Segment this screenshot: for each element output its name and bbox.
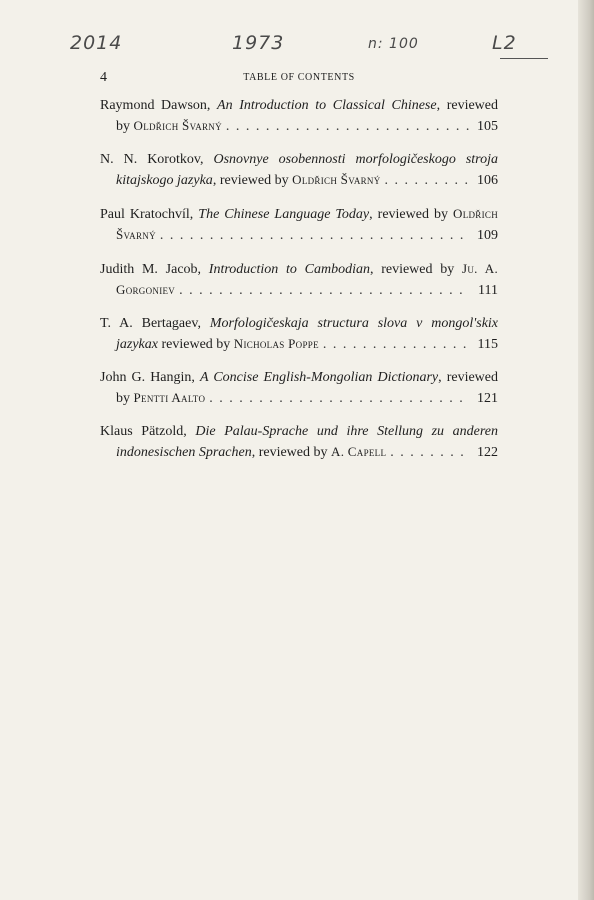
entry-reviewer: A. Capell xyxy=(331,444,387,459)
entry-page-number: 122 xyxy=(477,445,498,460)
entry-author: N. N. Korotkov, xyxy=(100,152,204,167)
entry-author: T. A. Bertagaev, xyxy=(100,316,201,331)
entry-author: Klaus Pätzold, xyxy=(100,424,187,439)
entry-title: Osnovnye osobennosti morfologičeskogo stroja xyxy=(213,152,498,167)
toc-entry xyxy=(100,204,498,246)
toc-entry xyxy=(100,259,498,301)
entry-after-title: , reviewed xyxy=(436,98,499,113)
toc-entry xyxy=(100,422,498,463)
entry-page-number: 111 xyxy=(478,283,498,298)
entry-title: An Introduction to Classical Chinese xyxy=(217,98,437,113)
entry-title: Morfologičeskaja structura slova v mongol'skix xyxy=(209,316,499,331)
toc-entry xyxy=(100,368,498,409)
toc-entry-line xyxy=(100,96,498,116)
entry-reviewer-part1: Ju. A. xyxy=(462,261,499,276)
toc-entry-line xyxy=(100,442,498,463)
dot-leader xyxy=(390,443,470,463)
toc-entry-line xyxy=(100,204,498,225)
entry-prefix: reviewed by xyxy=(157,337,231,352)
toc-entry-line xyxy=(100,225,498,246)
entry-page-number: 115 xyxy=(477,337,498,352)
dot-leader xyxy=(226,117,470,137)
toc-entry-line xyxy=(100,280,498,301)
entry-reviewer-part2: Gorgoniev xyxy=(116,282,176,297)
dot-leader xyxy=(179,281,470,301)
entry-reviewer: Oldřich Švarný xyxy=(133,118,222,133)
entry-prefix: by xyxy=(116,119,130,134)
entry-title-continued: kitajskogo jazyka xyxy=(116,173,213,188)
toc-entry-line xyxy=(100,259,498,280)
toc-entry-line xyxy=(100,388,498,409)
handwritten-underline xyxy=(500,58,548,59)
entry-after-title: , reviewed by xyxy=(369,207,448,222)
entry-after-title: , reviewed xyxy=(438,370,498,385)
toc-entry-line xyxy=(100,116,498,137)
entry-author: Paul Kratochvíl, xyxy=(100,207,194,222)
entry-title: A Concise English-Mongolian Dictionary xyxy=(199,370,439,385)
running-title: TABLE OF CONTENTS xyxy=(243,72,355,83)
page-edge-shadow xyxy=(578,0,594,900)
entry-reviewer: Pentti Aalto xyxy=(133,390,206,405)
page-header xyxy=(100,70,498,88)
entry-page-number: 105 xyxy=(477,119,498,134)
handwritten-mark-2: 1973 xyxy=(232,32,285,54)
handwritten-mark-4: L2 xyxy=(492,32,517,54)
entry-page-number: 106 xyxy=(477,173,498,188)
entry-page-number: 121 xyxy=(477,391,498,406)
entry-title: The Chinese Language Today xyxy=(198,207,370,222)
toc-entry xyxy=(100,150,498,191)
entry-title-continued: indonesischen Sprachen xyxy=(116,445,252,460)
entry-prefix: , reviewed by xyxy=(251,445,328,460)
dot-leader xyxy=(385,171,470,191)
entry-reviewer-part2: Švarný xyxy=(116,227,156,242)
entry-title-continued: jazykax xyxy=(116,337,158,352)
entry-title: Introduction to Cambodian xyxy=(208,262,370,277)
entry-prefix: , reviewed by xyxy=(212,173,289,188)
toc-entry xyxy=(100,314,498,355)
entry-prefix: by xyxy=(116,391,130,406)
dot-leader xyxy=(209,389,470,409)
entry-reviewer: Oldřich Švarný xyxy=(292,172,381,187)
toc-entry-line xyxy=(100,314,498,334)
entry-author: Judith M. Jacob, xyxy=(100,262,202,277)
dot-leader xyxy=(160,226,470,246)
toc-entry-line xyxy=(100,422,498,442)
dot-leader xyxy=(323,335,470,355)
entry-author: Raymond Dawson, xyxy=(100,98,211,113)
toc-entry-line xyxy=(100,368,498,388)
toc-entry-line xyxy=(100,334,498,355)
toc-entry-line xyxy=(100,170,498,191)
table-of-contents xyxy=(100,96,498,476)
entry-author: John G. Hangin, xyxy=(100,370,195,385)
entry-title: Die Palau-Sprache und ihre Stellung zu anderen xyxy=(195,424,499,439)
handwritten-mark-3: n: 100 xyxy=(368,36,419,52)
toc-entry xyxy=(100,96,498,137)
handwritten-annotations xyxy=(0,28,594,68)
page-number: 4 xyxy=(100,70,107,85)
entry-reviewer-part1: Oldřich xyxy=(453,206,498,221)
entry-page-number: 109 xyxy=(477,228,498,243)
entry-after-title: , reviewed by xyxy=(369,262,455,277)
handwritten-mark-1: 2014 xyxy=(70,32,123,54)
entry-reviewer: Nicholas Poppe xyxy=(233,336,319,351)
toc-entry-line xyxy=(100,150,498,170)
